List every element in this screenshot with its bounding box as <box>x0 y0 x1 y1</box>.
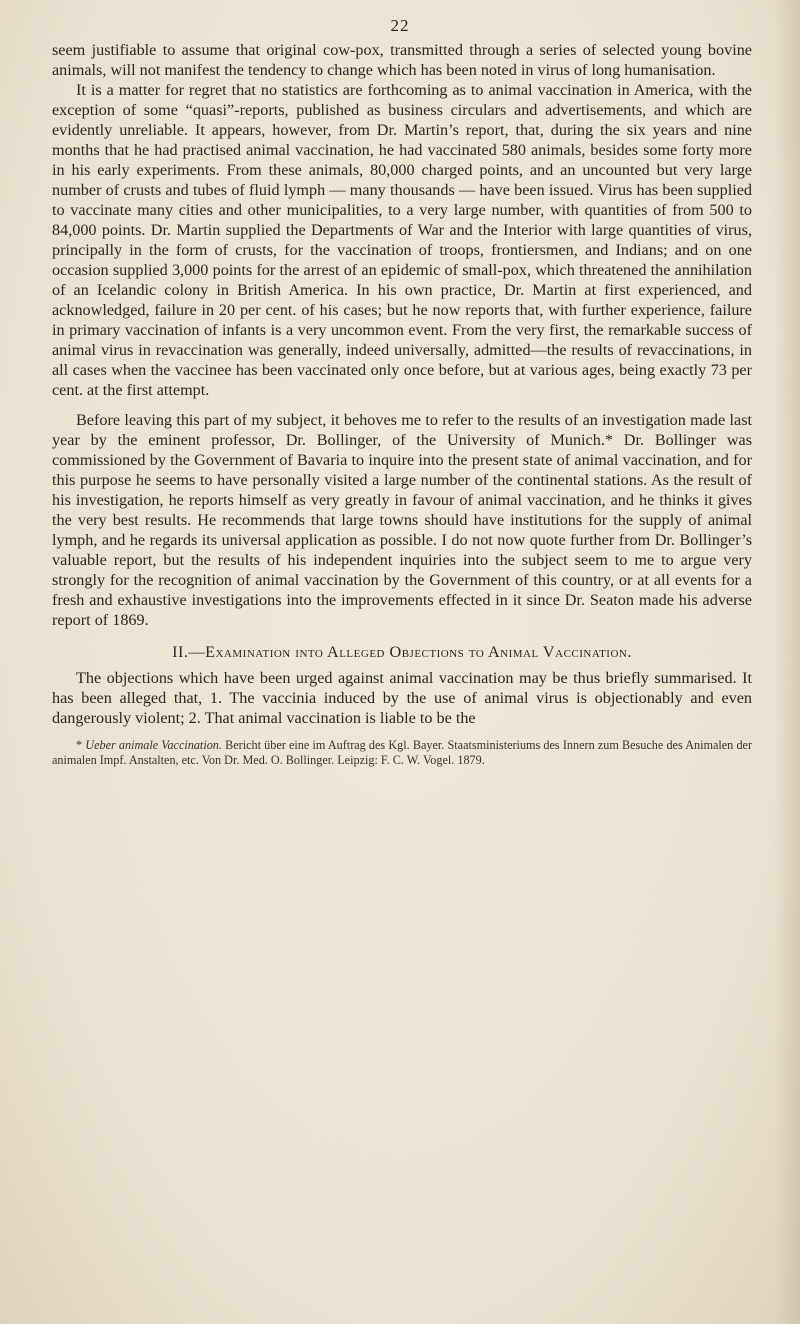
page-number: 22 <box>390 16 410 35</box>
paragraph-bollinger: Before leaving this part of my subject, it behoves me to refer to the results of an investigation made last year by the eminent professor, Dr. Bollinger, of the University of Munich.* Dr. Bollinger was commissioned by the Government of Bavaria to inquire into the present state of animal vaccination, and for this purpose he seems to have personally visited a large number of the continental stations. As the result of his investigation, he reports himself as very greatly in favour of animal vaccination, and he thinks it gives the very best results. He recommends that large towns should have institutions for the supply of animal lymph, and he regards its universal application as possible. I do not now quote further from Dr. Bollinger’s valuable report, but the results of his independent inquiries into the subject seem to me to argue very strongly for the recognition of animal vaccination by the Government of this country, or at all events for a fresh and exhaustive investigations into the improvements effected in it since Dr. Seaton made his adverse report of 1869. <box>52 411 752 629</box>
paragraph-continuation: seem justifiable to assume that original cow-pox, transmitted through a series of selected young bovine animals, will not manifest the tendency to change which has been noted in virus of long humanisation. <box>52 41 752 79</box>
paragraph-objections: The objections which have been urged against animal vaccination may be thus briefly summarised. It has been alleged that, 1. The vaccinia induced by the use of animal virus is objectionably and even dangerously violent; 2. That animal vaccination is liable to be the <box>52 669 752 727</box>
section-heading: II.—Examination into Alleged Objections to Animal Vaccination. <box>172 643 632 661</box>
footnote-title: Ueber animale Vaccination. <box>85 738 226 752</box>
body-text <box>52 40 752 768</box>
paragraph-america-statistics: It is a matter for regret that no statistics are forthcoming as to animal vaccination in America, with the exception of some “quasi”-reports, published as business circulars and advertisements, and which are evidently unreliable. It appears, however, from Dr. Martin’s report, that, during the six years and nine months that he had practised animal vaccination, he had vaccinated 580 animals, besides some forty more in his early experiments. From these animals, 80,000 charged points, and an uncounted but very large number of crusts and tubes of fluid lymph — many thousands — have been issued. Virus has been supplied to vaccinate many cities and other municipalities, to a very large number, with quantities of from 500 to 84,000 points. Dr. Martin supplied the Departments of War and the Interior with large quantities of virus, principally in the form of crusts, for the vaccination of troops, frontiersmen, and Indians; and on one occasion supplied 3,000 points for the arrest of an epidemic of small-pox, which threatened the annihilation of an Icelandic colony in British America. In his own practice, Dr. Martin at first experienced, and acknowledged, failure in 20 per cent. of his cases; but he now reports that, with further experience, failure in primary vaccination of infants is a very uncommon event. From the very first, the remarkable success of animal virus in revaccination was generally, indeed universally, admitted—the results of revaccinations, in all cases when the vaccinee has been vaccinated only once before, but at various ages, being exactly 73 per cent. at the first attempt. <box>52 81 752 399</box>
page-edge-shadow <box>774 0 800 1324</box>
footnote <box>52 738 752 768</box>
footnote-text: Bericht über eine im Auftrag des Kgl. Bayer. Staatsministeriums des Innern zum Besuche des Animalen der animalen Impf. Anstalten, etc. Von Dr. Med. O. Bollinger. Leipzig: F. C. W. Vogel. 1879. <box>52 738 753 767</box>
footnote-marker: * <box>76 738 86 752</box>
